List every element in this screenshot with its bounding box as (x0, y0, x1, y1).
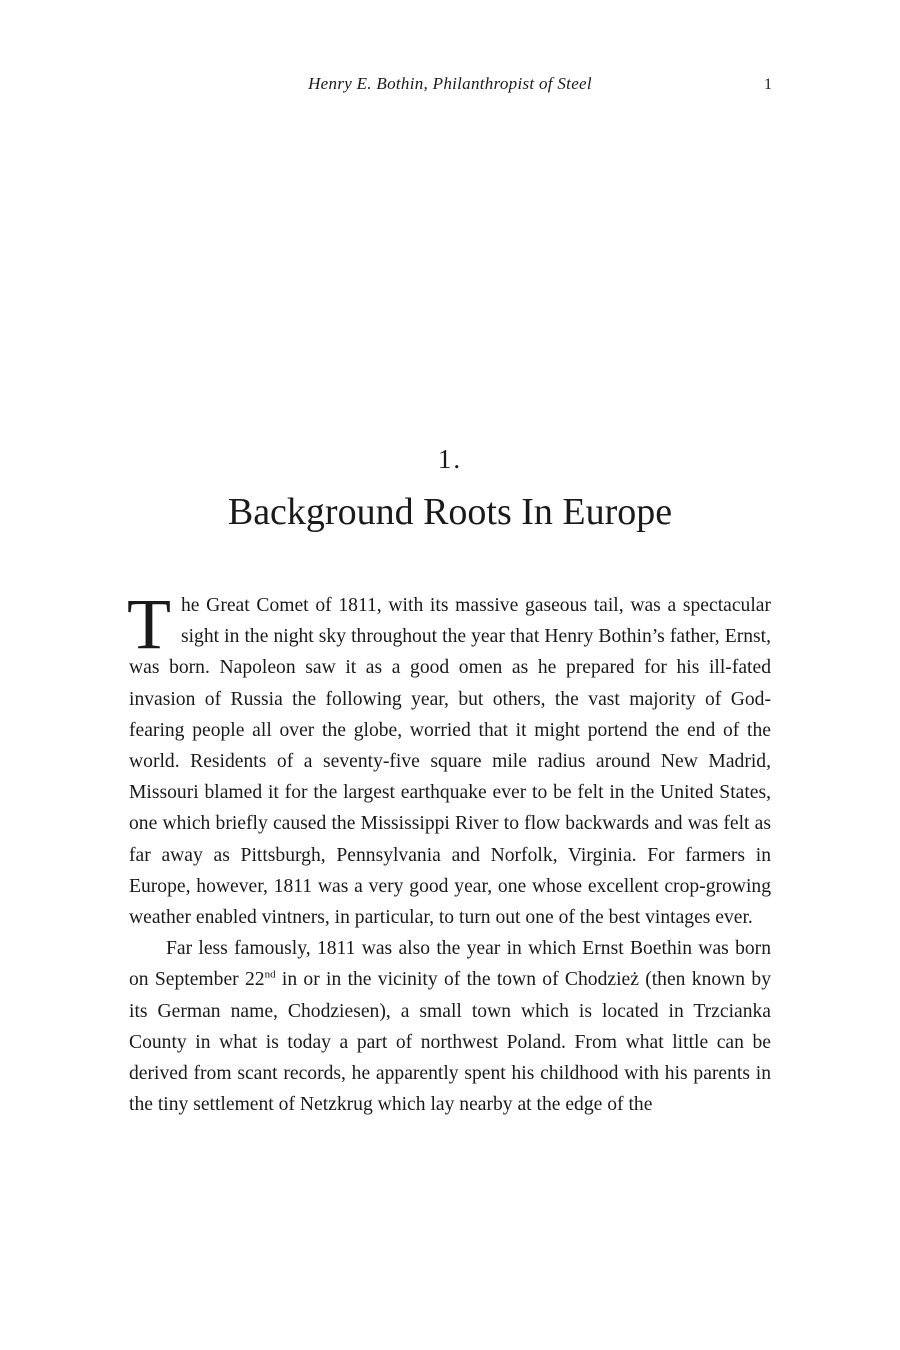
paragraph-2-text-start: Far less famously, 1811 was also the year in which Ernst Boethin was born on September 22 (129, 938, 771, 991)
chapter-title: Background Roots In Europe (227, 491, 673, 533)
page-number: 1 (764, 76, 772, 93)
paragraph-2 (129, 933, 771, 1120)
running-header: Henry E. Bothin, Philanthropist of Steel (308, 74, 592, 93)
ordinal-suffix: nd (264, 968, 276, 981)
paragraph-1-text: he Great Comet of 1811, with its massive gaseous tail, was a spectacular sight in the night sky throughout the year that Henry Bothin’s father, Ernst, was born. Napoleon saw it as a good omen as he prepared for his ill-fated invasion of Russia the following year, but others, the vast majority of God-fearing people all over the globe, worried that it might portend the end of the world. Residents of a seventy-five square mile radius around New Madrid, Missouri blamed it for the largest earthquake ever to be felt in the United States, one which briefly caused the Mississippi River to flow backwards and was felt as far away as Pittsburgh, Pennsylvania and Norfolk, Virginia. For farmers in Europe, however, 1811 was a very good year, one whose excellent crop-growing weather enabled vintners, in particular, to turn out one of the best vintages ever. (129, 595, 771, 929)
chapter-number: 1. (437, 444, 463, 474)
paragraph-2-text-end: in or in the vicinity of the town of Chodzież (then known by its German name, Chodziesen), a small town which is located in Trzcianka County in what is today a part of northwest Poland. From what little can be derived from scant records, he apparently spent his childhood with his parents in the tiny settlement of Netzkrug which lay nearby at the edge of the (129, 969, 771, 1116)
chapter-body (127, 584, 771, 1120)
paragraph-1 (127, 584, 771, 933)
drop-cap: T (127, 584, 171, 664)
